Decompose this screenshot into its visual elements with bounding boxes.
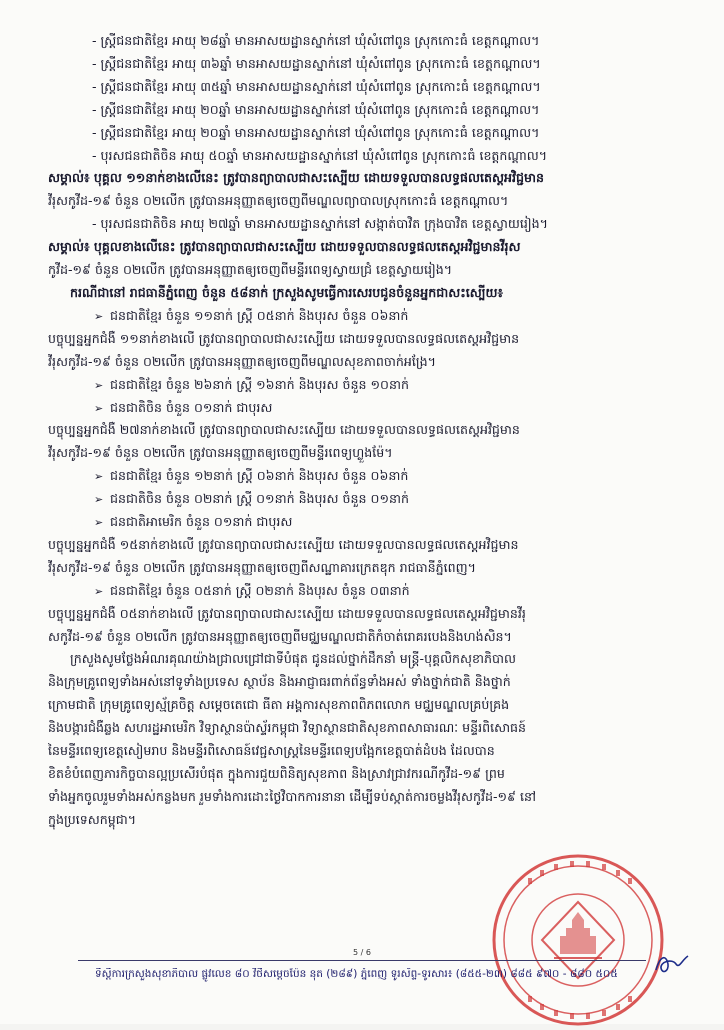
bullet-text: ជនជាតិខ្មែរ ចំនួន ១១នាក់ ស្រ្តី ០៥នាក់ និងបុរស ចំនួន ០៦នាក់: [110, 307, 409, 323]
thanks-paragraph-line: ទាំងអ្នកចូលរួមទាំងអស់កន្លងមក រួមទាំងការដោះថ្ងៃវិបាកការនានា ដើម្បីទប់ស្កាត់ការចម្លងវីរុសកូវីដ-១៩ នៅ: [48, 788, 536, 804]
patient-line: - បុរសជនជាតិចិន អាយុ ៥០ឆ្នាំ មានអាសយដ្ឋានស្នាក់នៅ ឃុំសំពៅពូន ស្រុកកោះធំ ខេត្តកណ្តាល។: [92, 147, 548, 163]
arrow-bullet-icon: ➢: [94, 516, 104, 530]
bullet-text: ជនជាតិអាមេរិក ចំនួន ០១នាក់ ជាបុរស: [110, 514, 293, 530]
footer-address: ទីស្តីការក្រសួងសុខាភិបាល ផ្លូវលេខ ៨០ វិថីសម្តេចប៉ែន នុត (២៨៩) ភ្នំពេញ ទូរស័ព្ទ-ទូរសារ៖ (៨៥៥-២៣) ៨៨៥ ៩៧០ - ៨៨០ ៥០៥: [95, 968, 618, 980]
paragraph-line: សកូវីដ-១៩ ចំនួន ០២លើក ត្រូវបានអនុញ្ញាតឲ្យចេញពីមជ្ឈមណ្ឌលជាតិកំចាត់រោគរបេងនិងហង់សិន។: [48, 628, 512, 644]
arrow-bullet-icon: ➢: [94, 309, 104, 323]
bullet-text: ជនជាតិខ្មែរ ចំនួន ១២នាក់ ស្រ្តី ០៦នាក់ និងបុរស ចំនួន ០៦នាក់: [110, 468, 409, 484]
patient-line: - ស្រ្តីជនជាតិខ្មែរ អាយុ ៣៦ឆ្នាំ មានអាសយដ្ឋានស្នាក់នៅ ឃុំសំពៅពូន ស្រុកកោះធំ ខេត្តកណ្តាល។: [92, 55, 541, 71]
arrow-bullet-icon: ➢: [94, 378, 104, 392]
paragraph-line: វីរុសកូវីដ-១៩ ចំនួន ០២លើក ត្រូវបានអនុញ្ញាតឲ្យចេញពីសណ្ឋាគារក្រេតឌុក រាជធានីភ្នំពេញ។: [48, 559, 476, 575]
document-body: [48, 30, 676, 832]
thanks-paragraph-line: និងក្រុមគ្រូពេទ្យទាំងអស់នៅទូទាំងប្រទេស ស្ថាប័ន និងអាជ្ញាធរពាក់ព័ន្ធទាំងអស់ ទាំងថ្នាក់ជាតិ និងថ្នាក់: [48, 674, 511, 690]
thanks-paragraph-line: ក្រសួងសូមថ្លែងអំណរគុណយ៉ាងជ្រាលជ្រៅជាទីបំផុត ជូនដល់ថ្នាក់ដឹកនាំ មន្រ្តី-បុគ្គលិកសុខាភិបាល: [70, 651, 517, 667]
footer-divider: [78, 960, 646, 961]
patient-line: - ស្រ្តីជនជាតិខ្មែរ អាយុ ២៨ឆ្នាំ មានអាសយដ្ឋានស្នាក់នៅ ឃុំសំពៅពូន ស្រុកកោះធំ ខេត្តកណ្តាល។: [92, 33, 540, 48]
paragraph-line: វីរុសកូវីដ-១៩ ចំនួន ០២លើក ត្រូវបានអនុញ្ញាតឲ្យចេញពីមណ្ឌលសុខភាពចាក់អង្រែ។: [48, 353, 436, 369]
bullet-item: [48, 465, 676, 488]
thanks-paragraph-line: នៃមន្ទីរពេទ្យខេត្តសៀមរាប និងមន្ទីរពិសោធន៍វេជ្ជសាស្រ្តនៃមន្ទីរពេទ្យបង្អែកខេត្តបាត់ដំបង ដែលបាន: [48, 743, 495, 759]
bullet-text: ជនជាតិខ្មែរ ចំនួន ០៥នាក់ ស្រ្តី ០២នាក់ និងបុរស ចំនួន ០៣នាក់: [110, 582, 410, 598]
paragraph-line: បច្ចុប្បន្នអ្នកជំងឺ ១១នាក់ខាងលើ ត្រូវបានព្យាបាលជាសះស្បើយ ដោយទទួលបានលទ្ធផលតេស្តអវិជ្ជមាន: [48, 330, 520, 346]
bullet-item: [48, 397, 676, 420]
bullet-text: ជនជាតិចិន ចំនួន ០២នាក់ ស្រ្តី ០១នាក់ និងបុរស ចំនួន ០១នាក់: [110, 491, 409, 507]
thanks-paragraph-line: និងបង្ការជំងឺឆ្លង សហរដ្ឋអាមេរិក វិទ្យាស្ថានប៉ាស្ទ័រកម្ពុជា វិទ្យាស្ថានជាតិសុខភាពសាធារណៈ មន្ទីរពិសោធន៍: [48, 720, 527, 736]
paragraph-line: បច្ចុប្បន្នអ្នកជំងឺ ១៥នាក់ខាងលើ ត្រូវបានព្យាបាលជាសះស្បើយ ដោយទទួលបានលទ្ធផលតេស្តអវិជ្ជមាន: [48, 536, 519, 552]
bullet-item: [48, 488, 676, 511]
ministry-seal: [488, 850, 668, 1030]
patient-line: - ស្រ្តីជនជាតិខ្មែរ អាយុ ២០ឆ្នាំ មានអាសយដ្ឋានស្នាក់នៅ ឃុំសំពៅពូន ស្រុកកោះធំ ខេត្តកណ្តាល។: [92, 101, 540, 117]
bullet-text: ជនជាតិចិន ចំនួន ០១នាក់ ជាបុរស: [110, 399, 273, 415]
patient-line: - ស្រ្តីជនជាតិខ្មែរ អាយុ ៣៥ឆ្នាំ មានអាសយដ្ឋានស្នាក់នៅ ឃុំសំពៅពូន ស្រុកកោះធំ ខេត្តកណ្តាល។: [92, 78, 541, 94]
section-heading-phnom-penh: ករណីជានៅ រាជធានីភ្នំពេញ ចំនួន ៥៨នាក់ ក្រសួងសូមធ្វើការសេរបជូនចំនួនអ្នកជាសះស្បើយ៖: [70, 284, 504, 300]
bullet-item: [48, 305, 676, 328]
note-line-continued: កូវីដ-១៩ ចំនួន ០២លើក ត្រូវបានអនុញ្ញាតឲ្យចេញពីមន្ទីរពេទ្យស្វាយជ្រំ ខេត្តស្វាយរៀង។: [48, 262, 453, 278]
bullet-item: [48, 374, 676, 397]
bullet-item: [48, 511, 676, 534]
bullet-text: ជនជាតិខ្មែរ ចំនួន ២៦នាក់ ស្រ្តី ១៦នាក់ និងបុរស ចំនួន ១០នាក់: [110, 376, 409, 392]
arrow-bullet-icon: ➢: [94, 584, 104, 598]
arrow-bullet-icon: ➢: [94, 493, 104, 507]
patient-line: - ស្រ្តីជនជាតិខ្មែរ អាយុ ២០ឆ្នាំ មានអាសយដ្ឋានស្នាក់នៅ ឃុំសំពៅពូន ស្រុកកោះធំ ខេត្តកណ្តាល។: [92, 124, 540, 140]
page-number: 5 / 6: [353, 948, 371, 957]
paragraph-line: បច្ចុប្បន្នអ្នកជំងឺ ២៧នាក់ខាងលើ ត្រូវបានព្យាបាលជាសះស្បើយ ដោយទទួលបានលទ្ធផលតេស្តអវិជ្ជមាន: [48, 422, 520, 438]
thanks-paragraph-line: ខិតខំបំពេញភារកិច្ចបានល្អប្រសើរបំផុត ក្នុងការជួយពិនិត្យសុខភាព និងស្រាវជ្រាវករណីកូវីដ-១៩ ព្រម: [48, 766, 505, 781]
paragraph-line: វីរុសកូវីដ-១៩ ចំនួន ០២លើក ត្រូវបានអនុញ្ញាតឲ្យចេញពីមន្ទីរពេទ្យហ្លួងម៉ែ។: [48, 445, 393, 461]
note-line: សម្គាល់៖ បុគ្គល ១១នាក់ខាងលើនេះ ត្រូវបានព្យាបាលជាសះស្បើយ ដោយទទួលបានលទ្ធផលតេស្តអវិជ្ជមាន: [48, 170, 544, 186]
note-line-continued: វីរុសកូវីដ-១៩ ចំនួន ០២លើក ត្រូវបានអនុញ្ញាតឲ្យចេញពីមណ្ឌលព្យាបាលស្រុកកោះធំ ខេត្តកណ្តាល។: [48, 193, 509, 209]
arrow-bullet-icon: ➢: [94, 470, 104, 484]
thanks-paragraph-line: ក្នុងប្រទេសកម្ពុជា។: [48, 811, 136, 827]
arrow-bullet-icon: ➢: [94, 401, 104, 415]
thanks-paragraph-line: ក្រោមជាតិ ក្រុមគ្រូពេទ្យស្ម័គ្រចិត្ត សម្តេចតេជោ ធីតា អង្គការសុខភាពពិភពលោក មជ្ឈមណ្ឌលគ្រប់គ្រង: [48, 697, 510, 713]
bullet-item: [48, 580, 676, 603]
paragraph-line: បច្ចុប្បន្នអ្នកជំងឺ ០៥នាក់ខាងលើ ត្រូវបានព្យាបាលជាសះស្បើយ ដោយទទួលបានលទ្ធផលតេស្តអវិជ្ជមានវីរុ: [48, 605, 526, 621]
note-line: សម្គាល់៖ បុគ្គលខាងលើនេះ ត្រូវបានព្យាបាលជាសះស្បើយ ដោយទទួលបានលទ្ធផលតេស្តអវិជ្ជមានវីរុស: [48, 239, 521, 255]
patient-line: - បុរសជនជាតិចិន អាយុ ២៧ឆ្នាំ មានអាសយដ្ឋានស្នាក់នៅ សង្កាត់បាវិត ក្រុងបាវិត ខេត្តស្វាយរៀង។: [92, 216, 548, 232]
